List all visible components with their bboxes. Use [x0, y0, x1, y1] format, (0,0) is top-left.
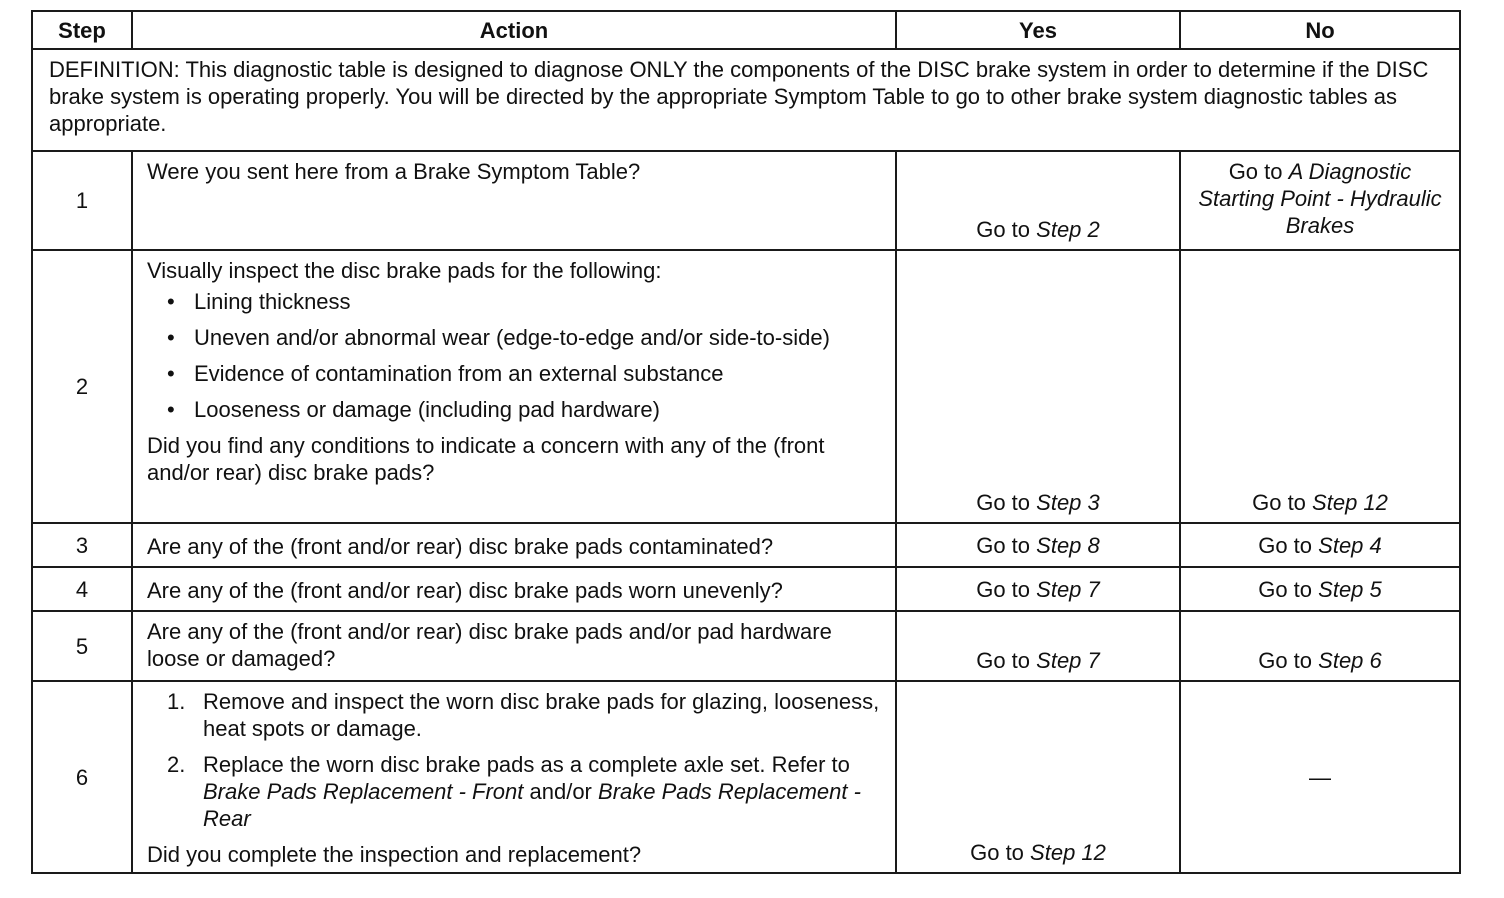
go-to-label: Go to [976, 532, 1031, 558]
yes-cell [896, 250, 1180, 523]
yes-cell [896, 567, 1180, 611]
table-row [32, 681, 1460, 873]
item-number: 1. [167, 689, 186, 714]
header-action: Action [132, 11, 896, 49]
yes-cell [896, 611, 1180, 681]
no-value-dash: — [1309, 764, 1331, 790]
header-yes: Yes [896, 11, 1180, 49]
table-row [32, 611, 1460, 681]
step-number: 1 [32, 151, 132, 250]
diagnostic-table [31, 10, 1461, 874]
and-or-text: and/or [529, 779, 592, 804]
yes-target-link[interactable]: Step 7 [1036, 576, 1100, 602]
header-step: Step [32, 11, 132, 49]
yes-cell [896, 151, 1180, 250]
go-to-label: Go to [976, 490, 1031, 515]
header-row [32, 11, 1460, 49]
step-number: 3 [32, 523, 132, 567]
yes-cell [896, 523, 1180, 567]
no-cell [1180, 681, 1460, 873]
no-cell [1180, 567, 1460, 611]
definition-text: DEFINITION: This diagnostic table is designed to diagnose ONLY the components of the DISC brake system in order to determine if the DISC brake system is operating properly. You will be directed by the appropriate Symptom Table to go to other brake system diagnostic tables as appropriate. [32, 49, 1460, 151]
yes-target-link[interactable]: Step 12 [1030, 840, 1106, 865]
action-cell [132, 250, 896, 523]
go-to-label: Go to [1258, 532, 1313, 558]
no-target-link[interactable]: Step 4 [1318, 532, 1382, 558]
question-text: Did you complete the inspection and replacement? [147, 842, 642, 867]
no-cell [1180, 611, 1460, 681]
action-cell [132, 681, 896, 873]
list-item: • Evidence of contamination from an external substance [167, 360, 881, 387]
go-to-label: Go to [976, 576, 1031, 602]
no-target-link[interactable]: Step 6 [1318, 648, 1382, 673]
go-to-label: Go to [976, 217, 1031, 242]
yes-target-link[interactable]: Step 7 [1036, 648, 1100, 673]
go-to-label: Go to [970, 840, 1024, 865]
list-item: • Looseness or damage (including pad hardware) [167, 396, 881, 423]
go-to-label: Go to [976, 648, 1031, 673]
step-number: 6 [32, 681, 132, 873]
list-item [167, 688, 881, 742]
question-text: Did you find any conditions to indicate a concern with any of the (front and/or rear) disc brake pads? [147, 433, 825, 485]
yes-cell [896, 681, 1180, 873]
step-number: 4 [32, 567, 132, 611]
inspection-list [147, 288, 881, 423]
action-question [132, 567, 896, 611]
question-text: Are any of the (front and/or rear) disc brake pads and/or pad hardware loose or damaged? [147, 619, 832, 671]
action-intro: Visually inspect the disc brake pads for the following: [147, 258, 662, 283]
go-to-label: Go to [1252, 490, 1306, 515]
action-question [132, 523, 896, 567]
go-to-label: Go to [1258, 576, 1313, 602]
question-text: Are any of the (front and/or rear) disc brake pads worn unevenly? [147, 577, 783, 603]
go-to-label: Go to [1228, 159, 1283, 184]
item-number: 2. [167, 752, 186, 777]
no-target-link[interactable]: Step 5 [1318, 576, 1382, 602]
table-row [32, 250, 1460, 523]
definition-row [32, 49, 1460, 151]
reference-link-rear[interactable]: Brake Pads Replacement - Rear [203, 779, 861, 831]
no-cell [1180, 523, 1460, 567]
table-row [32, 523, 1460, 567]
list-item [167, 751, 881, 832]
item-text: Replace the worn disc brake pads as a complete axle set. Refer to [203, 752, 850, 777]
no-target-link[interactable]: A Diagnostic Starting Point - Hydraulic Brakes [1198, 159, 1442, 238]
yes-target-link[interactable]: Step 3 [1036, 490, 1100, 515]
yes-target-link[interactable]: Step 8 [1036, 532, 1100, 558]
no-cell [1180, 151, 1460, 250]
question-text: Are any of the (front and/or rear) disc brake pads contaminated? [147, 533, 774, 559]
item-text: Remove and inspect the worn disc brake pads for glazing, looseness, heat spots or damage. [203, 689, 880, 741]
step-number: 2 [32, 250, 132, 523]
header-no: No [1180, 11, 1460, 49]
step-number: 5 [32, 611, 132, 681]
table-row [32, 151, 1460, 250]
procedure-list [147, 688, 881, 832]
action-question [132, 611, 896, 681]
yes-target-link[interactable]: Step 2 [1036, 217, 1100, 242]
go-to-label: Go to [1258, 648, 1313, 673]
list-item: • Uneven and/or abnormal wear (edge-to-edge and/or side-to-side) [167, 324, 881, 351]
action-question [132, 151, 896, 250]
reference-link-front[interactable]: Brake Pads Replacement - Front [203, 779, 524, 804]
table-row [32, 567, 1460, 611]
list-item: • Lining thickness [167, 288, 881, 315]
no-cell [1180, 250, 1460, 523]
no-target-link[interactable]: Step 12 [1312, 490, 1388, 515]
question-text: Were you sent here from a Brake Symptom Table? [147, 159, 641, 184]
